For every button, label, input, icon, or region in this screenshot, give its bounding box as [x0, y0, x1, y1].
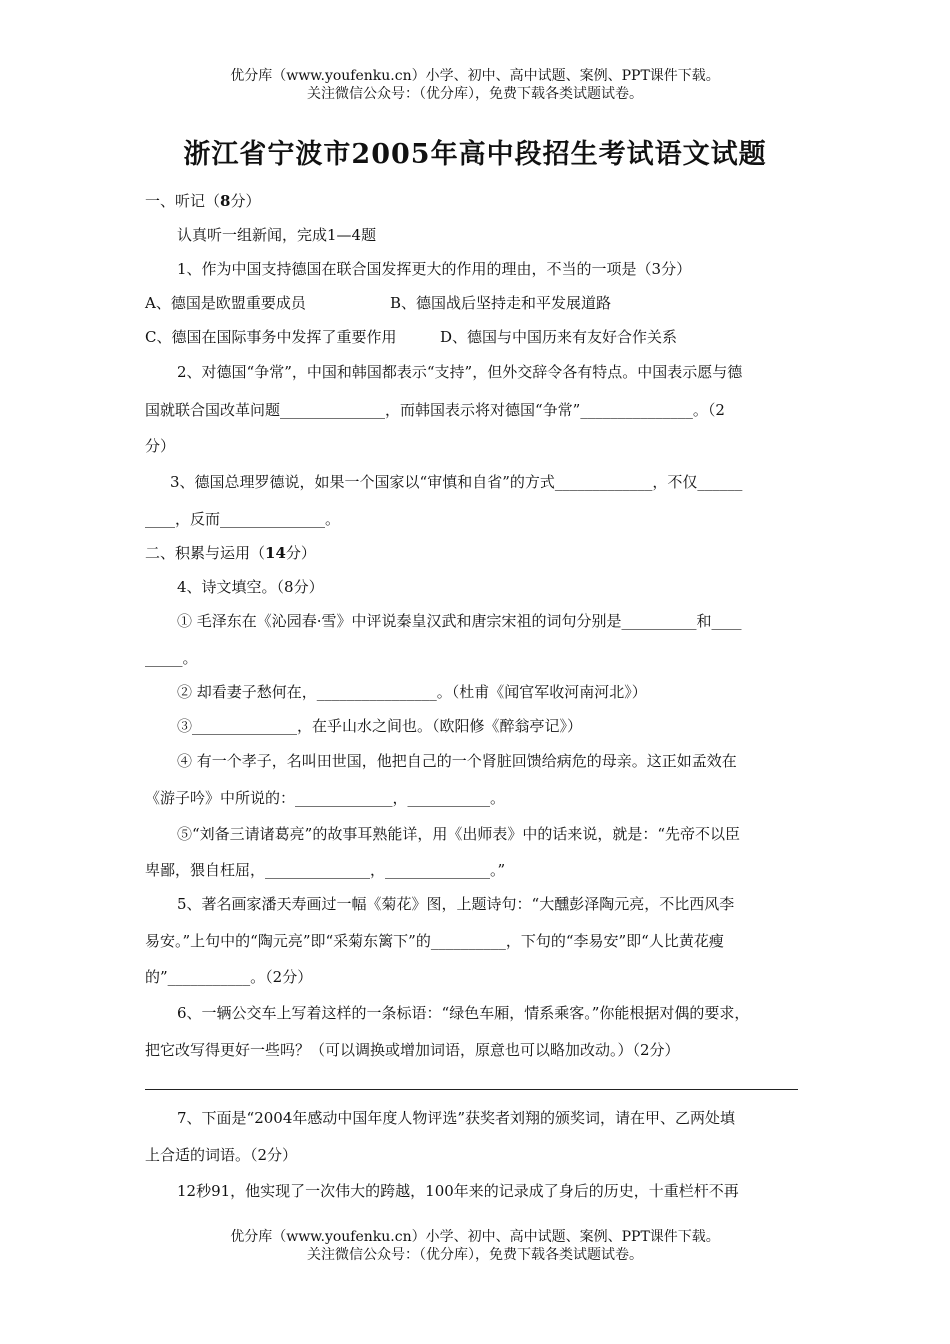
- q4-1-line-2: _____。: [145, 649, 198, 667]
- q4-1-line-1: ① 毛泽东在《沁园春·雪》中评说秦皇汉武和唐宗宋祖的词句分别是__________和____: [177, 612, 742, 630]
- q5-line-2: 易安。”上句中的“陶元亮”即“采菊东篱下”的__________，下句的“李易安”即“人比黄花瘦: [145, 932, 724, 950]
- q1-option-d: D、德国与中国历来有友好合作关系: [440, 328, 678, 346]
- q2-line-2: 国就联合国改革问题______________，而韩国表示将对德国“争常”_______________。（2: [145, 401, 725, 419]
- q4-5-line-2: 卑鄙，猥自枉屈，______________，______________。”: [145, 861, 506, 879]
- q4-5-line-1: ⑤“刘备三请诸葛亮”的故事耳熟能详，用《出师表》中的话来说，就是：“先帝不以臣: [177, 825, 741, 843]
- answer-line: [145, 1089, 798, 1090]
- q7-line-1: 7、下面是“2004年感动中国年度人物评选”获奖者刘翔的颁奖词，请在甲、乙两处填: [177, 1109, 736, 1127]
- q2-line-3: 分）: [145, 437, 176, 455]
- q4-4-line-1: ④ 有一个孝子，名叫田世国，他把自己的一个肾脏回馈给病危的母亲。这正如孟效在: [177, 752, 737, 770]
- q1-option-c: C、德国在国际事务中发挥了重要作用: [145, 328, 397, 346]
- q2-line-1: 2、对德国“争常”，中国和韩国都表示“支持”，但外交辞令各有特点。中国表示愿与德: [177, 363, 743, 381]
- q1-option-a: A、德国是欧盟重要成员: [145, 294, 306, 312]
- section-1-heading: 一、听记（8分）: [145, 192, 261, 210]
- q6-line-1: 6、一辆公交车上写着这样的一条标语：“绿色车厢，情系乘客。”你能根据对偶的要求，: [177, 1004, 750, 1022]
- footer-line-1: 优分库（www.youfenku.cn）小学、初中、高中试题、案例、PPT课件下载。: [230, 1229, 720, 1245]
- q3-line-1: 3、德国总理罗德说，如果一个国家以“审慎和自省”的方式_____________，不仅______: [170, 473, 743, 491]
- q7-body-text: 12秒91，他实现了一次伟大的跨越，100年来的记录成了身后的历史，十重栏杆不再: [177, 1182, 739, 1200]
- q3-line-2: ____，反而______________。: [145, 510, 341, 528]
- q5-line-3: 的”___________。（2分）: [145, 968, 313, 986]
- header-line-2: 关注微信公众号：（优分库），免费下载各类试题试卷。: [307, 86, 643, 102]
- header-line-1: 优分库（www.youfenku.cn）小学、初中、高中试题、案例、PPT课件下载。: [230, 68, 720, 84]
- q7-line-2: 上合适的词语。（2分）: [145, 1146, 298, 1164]
- q4-4-line-2: 《游子吟》中所说的：_____________，___________。: [145, 789, 506, 807]
- q1-option-b: B、德国战后坚持走和平发展道路: [390, 294, 612, 312]
- q6-line-2: 把它改写得更好一些吗？（可以调换或增加词语，原意也可以略加改动。）（2分）: [145, 1041, 680, 1059]
- q4-3-text: ③______________，在乎山水之间也。（欧阳修《醉翁亭记》）: [177, 717, 583, 735]
- section-2-heading: 二、积累与运用（14分）: [145, 544, 316, 562]
- q5-line-1: 5、著名画家潘天寿画过一幅《菊花》图，上题诗句：“大醺彭泽陶元亮，不比西风李: [177, 895, 735, 913]
- q1-text: 1、作为中国支持德国在联合国发挥更大的作用的理由，不当的一项是（3分）: [177, 260, 692, 278]
- q4-2-text: ② 却看妻子愁何在，________________。（杜甫《闻官军收河南河北》）: [177, 683, 647, 701]
- q4-text: 4、诗文填空。（8分）: [177, 578, 324, 596]
- page-title: 浙江省宁波市2005年高中段招生考试语文试题: [183, 139, 767, 170]
- footer-line-2: 关注微信公众号：（优分库），免费下载各类试题试卷。: [307, 1247, 643, 1263]
- intro-text: 认真听一组新闻，完成1—4题: [177, 226, 377, 244]
